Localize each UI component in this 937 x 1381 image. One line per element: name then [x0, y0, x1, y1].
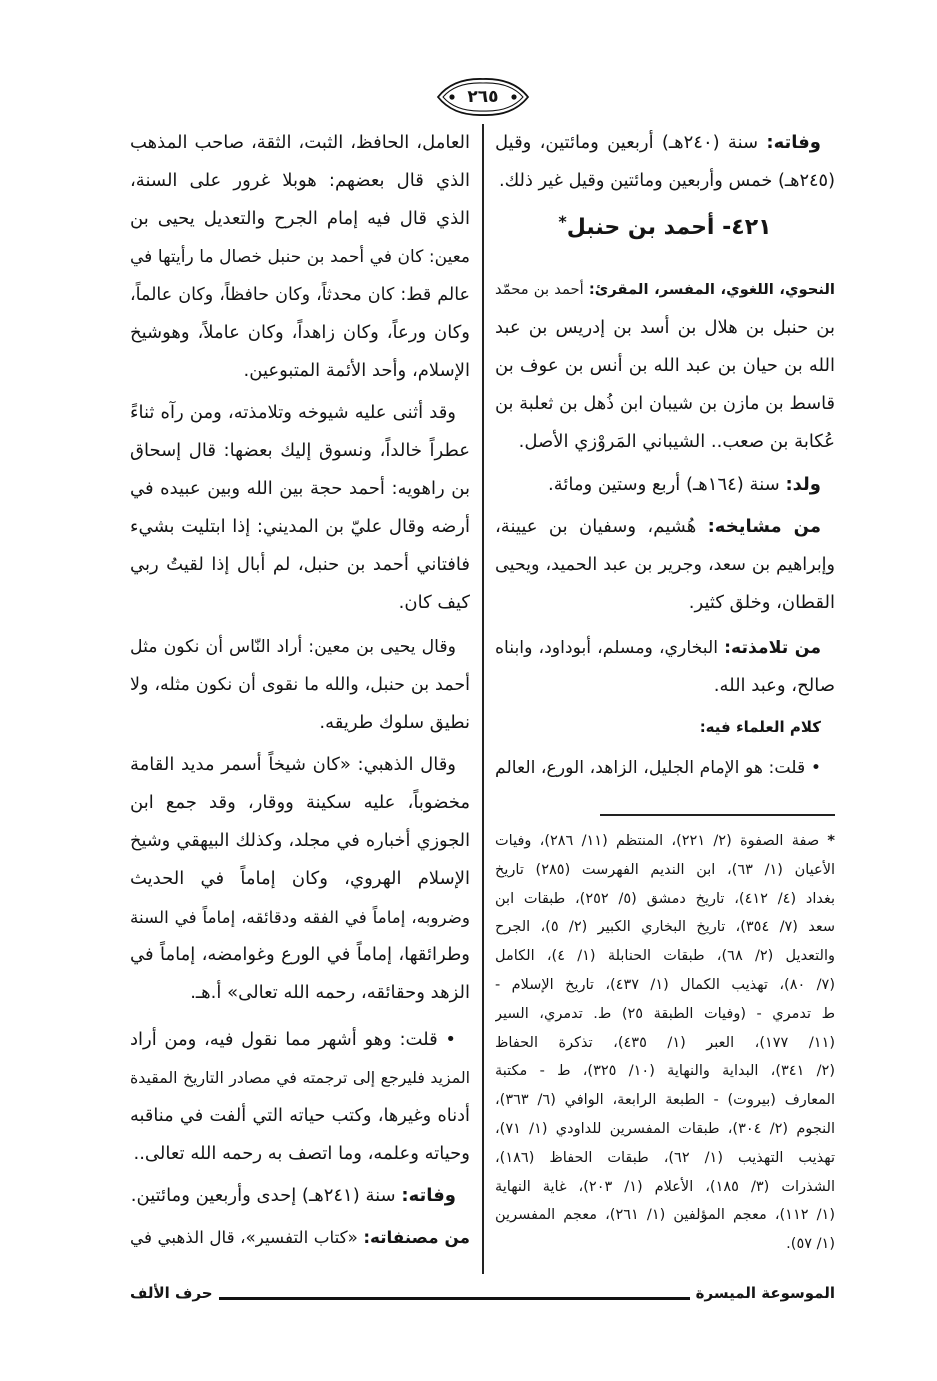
text-line: الإسلام، وأحد الأئمة المتبوعين. — [243, 360, 470, 381]
left-column — [130, 0, 470, 1381]
footnote-line: (١/ ١١٢)، معجم المؤلفين (١/ ٢٦١)، معجم المفسرين — [495, 1207, 835, 1224]
footnote-mark: * — [558, 212, 567, 231]
text-line: وطرائقها، إماماً في الورع وغوامضه، إماماً في — [130, 944, 470, 965]
text-line: أدناه وغيرها، وكتب حياته التي ألفت في مناقبه — [130, 1106, 470, 1126]
text-line: كيف كان. — [398, 592, 470, 613]
footnote-text: صفة الصفوة (٢/ ٢٢١)، المنتظم (١١/ ٢٨٦)، وفيات — [495, 833, 820, 849]
footnote-line — [495, 827, 835, 856]
footer-section: حرف الألف — [130, 1284, 213, 1302]
footnote-line: بغداد (٤/ ٤١٢)، تاريخ دمشق (٥/ ٢٥٢)، طبقات ابن — [495, 890, 835, 907]
teachers-label: من مشايخه: — [707, 516, 821, 537]
footnote-line: والتعديل (٢/ ٦٨)، طبقات الحنابلة (١/ ٤)، الكامل — [495, 948, 835, 965]
death-text: سنة (٢٤١هـ) إحدى وأربعين ومائتين. — [130, 1185, 396, 1206]
right-column — [495, 0, 835, 1381]
footnote-line: الشذرات (٣/ ١٨٥)، الأعلام (١/ ٢٠٣)، غاية النهاية — [495, 1178, 835, 1195]
text-line: عالم قط: كان محدثاً، وكان حافظاً، وكان عالماً، — [130, 285, 470, 305]
footnote-line: تهذيب التهذيب (١/ ٦٢)، طبقات الحفاظ (١٨٦)، — [495, 1149, 835, 1166]
text-line: أرضه وقال عليّ بن المديني: إذا ابتليت بشيء — [130, 516, 470, 537]
text-line: العامل، الحافظ، الثبت، الثقة، صاحب المذهب — [130, 132, 470, 153]
footnote-line: ط تدمري - (وفيات الطبقة ٢٥) ط. تدمري، السير — [495, 1005, 835, 1022]
text-line — [495, 508, 835, 546]
left-paragraph-3 — [130, 628, 470, 742]
text-line — [495, 466, 835, 504]
footer-book-title: الموسوعة الميسرة — [695, 1284, 835, 1302]
footnote-line: (١/ ٥٧). — [786, 1236, 835, 1253]
footnote-line: (١١/ ١٧٧)، العبر (١/ ٤٣٥)، تذكرة الحفاظ — [495, 1034, 835, 1051]
works-paragraph — [130, 1218, 470, 1256]
works-text: «كتاب التفسير»، قال الذهبي في — [130, 1227, 358, 1247]
text-line: وقد أثنى عليه شيوخه وتلامذته، ومن رآه ثناءً — [130, 402, 456, 423]
text-line: مخضوباً، عليه سكينة ووقار، وقد جمع ابن — [130, 792, 470, 813]
footnote-line: (٧/ ٨٠)، تهذيب الكمال (١/ ٤٣٧)، تاريخ الإسلام - — [495, 976, 835, 993]
footnote-line: المعارف (بيروت) - الطبعة الرابعة، الوافي (٦/ ٣٦٣)، — [495, 1092, 835, 1109]
footer-rule — [219, 1297, 690, 1300]
teachers-paragraph — [495, 508, 835, 622]
text-line — [130, 1177, 470, 1215]
page-number: ٢٦٥ — [467, 87, 499, 107]
death-paragraph — [130, 1177, 470, 1215]
text-line: قاسط بن مازن بن شيبان ابن ذُهل بن ثعلبة بن — [495, 394, 835, 414]
text-line: وكان ورعاً، وكان زاهداً، وكان عاملاً، وهوشيخ — [130, 322, 470, 343]
page-footer — [130, 1280, 835, 1306]
text-line: القطان، وخلق كثير. — [688, 592, 835, 613]
text-line: الزهد وحقائقه، رحمه الله تعالى» أ.هـ. — [190, 982, 470, 1003]
column-divider — [482, 124, 484, 1274]
entry-name: أحمد بن حنبل — [566, 215, 715, 240]
scholars-heading: كلام العلماء فيه: — [699, 718, 821, 736]
scholars-heading-block — [495, 708, 835, 746]
left-paragraph-4 — [130, 746, 470, 1012]
death-label: وفاته: — [766, 132, 821, 153]
text-line: بن راهويه: أحمد حجة بين الله وبين عبيده في — [130, 478, 470, 499]
footnote-line: سعد (٧/ ٣٥٤)، تاريخ البخاري الكبير (٢/ ٥)، الجرح — [495, 919, 835, 936]
text-line — [495, 124, 835, 162]
birth-text: سنة (١٦٤هـ) أربع وستين ومائة. — [548, 474, 780, 495]
text-line: المزيد فليرجع إلى ترجمته في مصادر التاريخ المقيدة — [130, 1068, 470, 1087]
entry-number: ٤٢١- — [722, 215, 772, 240]
text-line: فافتاني أحمد بن حنبل، لم أبال إذا لقيتُ ربي — [130, 554, 470, 575]
text-line: الجوزي أخباره في مجلد، وكذلك البيهقي وشيخ — [130, 831, 470, 851]
text-line: الذي قال فيه إمام الجرح والتعديل يحيى بن — [130, 208, 470, 229]
text-line: الذي قال بعضهم: هوبلا غرور على السنة، — [130, 170, 470, 191]
death-label: وفاته: — [401, 1185, 456, 1206]
opinion-paragraph — [495, 749, 835, 787]
death-text: سنة (٢٤٠هـ) أربعين ومائتين، وقيل — [495, 132, 759, 153]
works-label: من مصنفاته: — [363, 1227, 470, 1247]
text-line: معين: كان في أحمد بن حنبل خصال ما رأيتها في — [130, 247, 470, 267]
students-paragraph — [495, 629, 835, 705]
text-line — [495, 629, 835, 667]
entry-heading-block — [495, 206, 835, 250]
text-line — [130, 1218, 470, 1256]
footnote-asterisk: * — [827, 833, 835, 849]
left-paragraph-1 — [130, 124, 470, 390]
left-paragraph-2 — [130, 394, 470, 622]
text-line: عُكابة بن صعب.. الشيباني المَروْزي الأصل. — [518, 431, 835, 452]
entry-heading — [495, 206, 835, 250]
text-line: بن حنبل بن هلال بن أسد بن إدريس بن عبد — [495, 317, 835, 338]
text-line: (٢٤٥هـ) خمس وأربعين ومائتين وقيل غير ذلك. — [498, 171, 835, 191]
titles-label: النحوي، اللغوي، المفسر، المقرئ: — [588, 281, 835, 298]
prev-entry-death-paragraph — [495, 124, 835, 200]
text-line: أحمد بن حنبل، والله ما نقوى أن نكون مثله، ولا — [130, 675, 470, 695]
footnotes — [495, 827, 835, 1259]
text-line: • قلت: هو الإمام الجليل، الزاهد، الورع، العالم — [495, 758, 821, 778]
left-paragraph-5 — [130, 1021, 470, 1173]
text-line: وقال الذهبي: «كان شيخاً أسمر مديد القامة — [130, 754, 456, 775]
text-line: صالح، وعبد الله. — [713, 675, 835, 696]
titles-paragraph — [495, 271, 835, 461]
footnote-line: (٢/ ٣٤١)، البداية والنهاية (١٠/ ٣٢٥)، ط - مكتبة — [495, 1063, 835, 1080]
titles-text: أحمد بن محمّد — [495, 281, 584, 298]
text-line: • قلت: وهو أشهر مما نقول فيه، ومن أراد — [130, 1029, 456, 1050]
students-text: البخاري، ومسلم، أبوداود، وابناه — [495, 638, 719, 658]
text-line: وحياته وعلمه، وما اتصف به رحمه الله تعالى.. — [133, 1143, 470, 1164]
text-line: الإسلام الهروي، وكان إماماً في الحديث — [130, 868, 470, 889]
footnote-line: الأعيان (١/ ٦٣)، ابن النديم الفهرست (٢٨٥) تاريخ — [495, 861, 835, 878]
text-line: عطراً خالداً، ونسوق إليك بعضها: قال إسحاق — [130, 440, 470, 461]
text-line: وضروبه، إماماً في الفقه ودقائقه، إماماً في السنة — [130, 907, 470, 927]
teachers-text: هُشيم، وسفيان بن عيينة، — [495, 516, 697, 537]
text-line: وقال يحيى بن معين: أراد النّاس أن نكون مثل — [130, 637, 456, 657]
birth-paragraph — [495, 466, 835, 504]
students-label: من تلامذته: — [724, 638, 821, 658]
birth-label: ولد: — [785, 474, 821, 495]
footnote-separator — [600, 814, 835, 816]
text-line: الله بن حيان بن عبد الله بن أنس بن عوف بن — [495, 355, 835, 376]
footnote-line: النجوم (٢/ ٣٠٤)، طبقات المفسرين للداودي (١/ ٧١)، — [495, 1120, 835, 1137]
text-line: وإبراهيم بن سعد، وجرير بن عبد الحميد، ويحيى — [495, 555, 835, 575]
text-line: نطيق سلوك طريقه. — [319, 712, 470, 733]
text-line — [495, 271, 835, 309]
